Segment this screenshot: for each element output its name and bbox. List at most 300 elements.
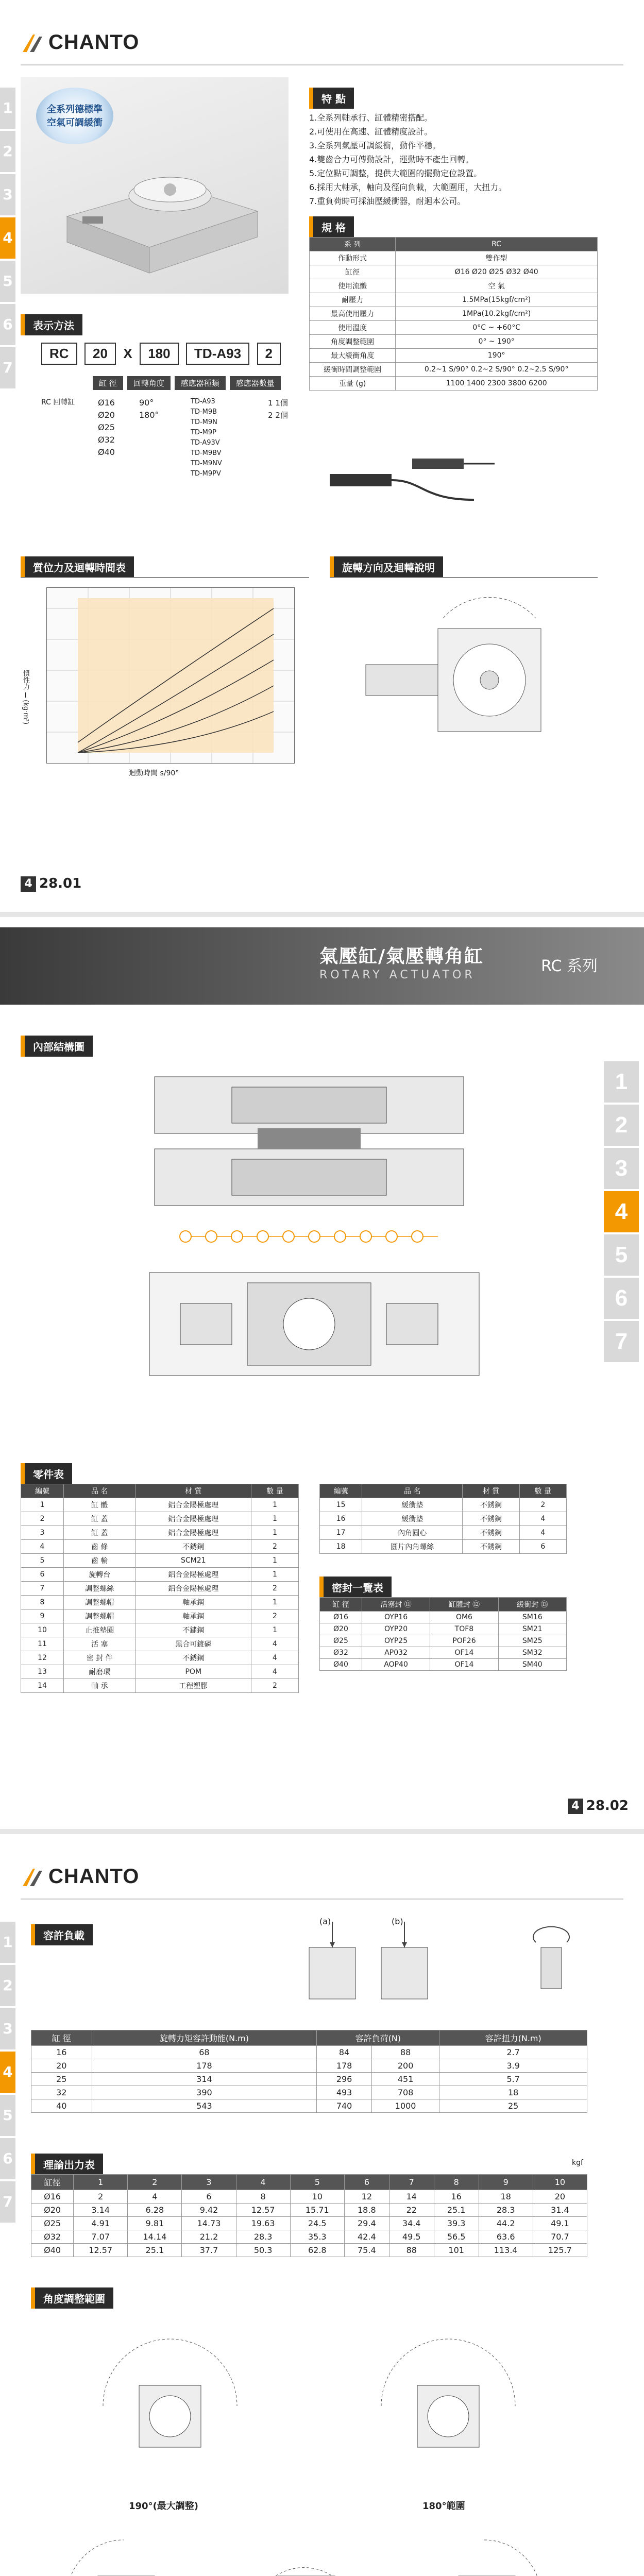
load-title: 容許負載	[31, 1924, 93, 1945]
spec-label: 重量 (g)	[310, 377, 396, 391]
parts-head: 材 質	[463, 1484, 519, 1498]
table-row	[31, 2099, 587, 2113]
cell: 25	[31, 2073, 92, 2086]
cell: 88	[389, 2244, 434, 2257]
cell: 2	[251, 1609, 299, 1623]
spec-label: 使用溫度	[310, 321, 396, 335]
cell: 調整螺帽	[63, 1596, 135, 1609]
force-head: 缸徑	[31, 2175, 74, 2190]
side-tab-1[interactable]: 1	[604, 1061, 639, 1103]
banner-series: RC 系列	[541, 957, 598, 975]
left-tab-5[interactable]: 5	[0, 2095, 15, 2136]
cell: 3	[21, 1526, 64, 1540]
cell: 84	[317, 2046, 372, 2059]
cell: 40	[31, 2099, 92, 2113]
cell: 12.57	[236, 2204, 290, 2217]
cell: 黑合可鍍磷	[135, 1637, 251, 1651]
table-row	[21, 1679, 299, 1693]
cell: 1	[251, 1498, 299, 1512]
inertia-chart-svg	[47, 588, 294, 763]
spec-label: 缸徑	[310, 265, 396, 279]
table-row	[21, 1568, 299, 1582]
cell: 9	[21, 1609, 64, 1623]
cell: 工程塑膠	[135, 1679, 251, 1693]
cell: 1	[251, 1526, 299, 1540]
bore-option: Ø40	[98, 447, 115, 457]
table-row	[21, 1637, 299, 1651]
spec-value: 1MPa(10.2kgf/cm²)	[396, 307, 598, 321]
spec-value: 雙作型	[396, 251, 598, 265]
hero-card	[21, 77, 289, 294]
cell: 齒 條	[63, 1540, 135, 1554]
code-bore: 20	[84, 343, 116, 365]
table-row	[21, 1540, 299, 1554]
cell: 7	[21, 1582, 64, 1596]
cell: Ø25	[320, 1635, 362, 1647]
angle-option: 180°	[139, 410, 159, 420]
spec-value: 0° ~ 190°	[396, 335, 598, 349]
chart1-ylabel: 慣性力 Ⅰ(kg·m²)	[22, 670, 29, 725]
cell: 12	[21, 1651, 64, 1665]
cell: 3.9	[439, 2059, 587, 2073]
cell: Ø25	[31, 2217, 74, 2230]
parts-head: 數 量	[251, 1484, 299, 1498]
cell: 軸承鋼	[135, 1596, 251, 1609]
ordering-bores	[98, 397, 115, 459]
feature-item: 4.雙齒合力可傳動設計，運動時不產生回轉。	[309, 155, 474, 164]
force-head: 3	[182, 2175, 236, 2190]
cell: 旋轉台	[63, 1568, 135, 1582]
cell: 14	[21, 1679, 64, 1693]
brand-logo	[21, 1865, 139, 1889]
cell: 軸承鋼	[135, 1609, 251, 1623]
sensor-option: TD-M9PV	[191, 470, 221, 478]
bore-option: Ø32	[98, 435, 115, 445]
parts-head: 編號	[21, 1484, 64, 1498]
table-row	[31, 2204, 587, 2217]
cell: 密 封 件	[63, 1651, 135, 1665]
angle-label-1: 190°(最大調整)	[129, 2501, 199, 2512]
sensor-image	[319, 453, 505, 515]
cell: 1	[251, 1568, 299, 1582]
cell: SM16	[498, 1612, 566, 1623]
ordering-code-row	[41, 343, 286, 365]
seal-head: 缸 徑	[320, 1598, 362, 1612]
parts-table-2	[319, 1484, 567, 1554]
table-row	[320, 1635, 567, 1647]
cell: 1	[251, 1623, 299, 1637]
cell: 12.57	[74, 2244, 128, 2257]
catalog-page-1	[0, 0, 644, 912]
cell: 28.3	[236, 2230, 290, 2244]
chart1-title: 質位力及迴轉時間表	[21, 556, 134, 578]
load-head: 缸 徑	[31, 2030, 92, 2046]
sensor-option: TD-M9NV	[191, 460, 222, 467]
cell: 42.4	[344, 2230, 389, 2244]
cell: 1000	[371, 2099, 439, 2113]
cell: 12	[344, 2190, 389, 2204]
load-sub-b: (b)	[392, 1917, 403, 1926]
bore-option: Ø25	[98, 422, 115, 432]
force-head: 10	[533, 2175, 587, 2190]
cell: 不銹鋼	[463, 1540, 519, 1554]
cell: 軸 承	[63, 1679, 135, 1693]
cell: 8	[236, 2190, 290, 2204]
cell: 缸 蓋	[63, 1526, 135, 1540]
table-row	[31, 2190, 587, 2204]
cell: 2	[21, 1512, 64, 1526]
cell: 14	[389, 2190, 434, 2204]
header-rule	[21, 64, 623, 65]
cell: 16	[434, 2190, 479, 2204]
cell: 31.4	[533, 2204, 587, 2217]
side-tab-3[interactable]: 3	[604, 1148, 639, 1189]
feature-item: 3.全系列氣壓可調緩衝，動作平穩。	[309, 141, 441, 150]
cell: SM21	[498, 1623, 566, 1635]
code-series: RC	[41, 343, 77, 365]
left-tab-2[interactable]: 2	[0, 1965, 15, 2006]
cell: Ø32	[31, 2230, 74, 2244]
cell: 6.28	[128, 2204, 182, 2217]
chart1-rule	[21, 577, 309, 578]
angle-label-2: 180°範圍	[422, 2501, 465, 2512]
structure-title: 內部結構圖	[21, 1036, 93, 1057]
cell: 10	[290, 2190, 344, 2204]
cell: 20	[31, 2059, 92, 2073]
side-tab-6[interactable]: 6	[604, 1278, 639, 1319]
spec-value: Ø16 Ø20 Ø25 Ø32 Ø40	[396, 265, 598, 279]
page-number-label: 28.01	[39, 876, 82, 891]
side-tab-strip	[604, 1061, 639, 1364]
col-sensor: 感應器種類	[175, 376, 226, 390]
brand-name: CHANTO	[48, 1865, 140, 1888]
ordering-sensors	[191, 397, 222, 479]
product-image	[52, 139, 268, 283]
cell: 8	[21, 1596, 64, 1609]
inertia-chart	[46, 587, 295, 764]
cell: SM40	[498, 1659, 566, 1671]
cell: 15	[320, 1498, 362, 1512]
cell: 50.3	[236, 2244, 290, 2257]
cell: 296	[317, 2073, 372, 2086]
cell: OM6	[430, 1612, 498, 1623]
cell: 49.5	[389, 2230, 434, 2244]
count-code: 2	[268, 411, 273, 420]
code-sensor-count: 2	[257, 343, 281, 365]
cell: 22	[389, 2204, 434, 2217]
load-sub-a: (a)	[319, 1917, 331, 1926]
cell: 鋁合金陽極處理	[135, 1498, 251, 1512]
specs-title: 規 格	[309, 216, 354, 238]
cell: 不銹鋼	[463, 1498, 519, 1512]
table-row	[21, 1498, 299, 1512]
page-gap	[0, 1829, 644, 1834]
cell: Ø40	[31, 2244, 74, 2257]
cell: 2	[74, 2190, 128, 2204]
cell: OF14	[430, 1659, 498, 1671]
seal-head: 緩衝封 ⑬	[498, 1598, 566, 1612]
side-tab-2[interactable]: 2	[604, 1105, 639, 1146]
count-label: 1個	[275, 398, 288, 408]
force-head: 2	[128, 2175, 182, 2190]
left-tab-5[interactable]: 5	[0, 261, 15, 302]
cell: 4	[519, 1512, 566, 1526]
cell: TOF8	[430, 1623, 498, 1635]
cell: 止推墊圈	[63, 1623, 135, 1637]
table-row	[21, 1554, 299, 1568]
cell: 6	[519, 1540, 566, 1554]
cell: 44.2	[479, 2217, 533, 2230]
cell: 2	[519, 1498, 566, 1512]
table-row	[320, 1540, 567, 1554]
bore-option: Ø16	[98, 398, 115, 408]
cell: 1	[251, 1596, 299, 1609]
cell: 451	[371, 2073, 439, 2086]
feature-item: 5.定位點可調整，提供大範圍的擺動定位設置。	[309, 168, 482, 178]
cell: 9.42	[182, 2204, 236, 2217]
left-tab-4[interactable]: 4	[0, 217, 15, 259]
side-tab-7[interactable]: 7	[604, 1321, 639, 1362]
cell: 10	[21, 1623, 64, 1637]
spec-label: 最高使用壓力	[310, 307, 396, 321]
table-row	[31, 2230, 587, 2244]
cell: 2	[251, 1540, 299, 1554]
cell: POF26	[430, 1635, 498, 1647]
cell: 2	[251, 1582, 299, 1596]
features-list	[309, 111, 598, 208]
count-code: 1	[268, 398, 273, 408]
cell: 2.7	[439, 2046, 587, 2059]
load-diagram	[294, 1917, 448, 2020]
cell: 56.5	[434, 2230, 479, 2244]
count-label: 2個	[275, 411, 288, 420]
left-tab-6[interactable]: 6	[0, 304, 15, 345]
cell: 39.3	[434, 2217, 479, 2230]
table-row	[320, 1526, 567, 1540]
table-row	[320, 1623, 567, 1635]
page-number-2	[568, 1798, 629, 1814]
catalog-page-2	[0, 917, 644, 1829]
cell: 543	[92, 2099, 317, 2113]
chart1-xlabel: 迴動時間 s/90°	[129, 769, 179, 777]
brand-name: CHANTO	[48, 31, 140, 54]
cell: 9.81	[128, 2217, 182, 2230]
parts-head: 品 名	[362, 1484, 463, 1498]
angle-diagram-4	[227, 2519, 381, 2576]
col-angle: 回轉角度	[127, 376, 171, 390]
cell: 113.4	[479, 2244, 533, 2257]
hero-line-1: 全系列德標準	[47, 104, 103, 115]
seal-head: 缸體封 ⑫	[430, 1598, 498, 1612]
cell: AP032	[362, 1647, 430, 1659]
logo-mark-icon	[21, 31, 44, 55]
cell: 390	[92, 2086, 317, 2099]
cell: 鋁合金陽極處理	[135, 1582, 251, 1596]
table-row	[21, 1665, 299, 1679]
left-tab-6[interactable]: 6	[0, 2138, 15, 2179]
force-head: 1	[74, 2175, 128, 2190]
cell: 不銹鋼	[135, 1540, 251, 1554]
cell: 28.3	[479, 2204, 533, 2217]
angle-diagram-5	[407, 2519, 562, 2576]
left-tab-1[interactable]: 1	[0, 1922, 15, 1963]
cell: 調整螺帽	[63, 1609, 135, 1623]
spec-value: 0°C ~ +60°C	[396, 321, 598, 335]
spec-label: 最大緩衝角度	[310, 349, 396, 363]
cell: 4	[519, 1526, 566, 1540]
cell: 178	[317, 2059, 372, 2073]
cell: 1	[251, 1554, 299, 1568]
cell: 6	[182, 2190, 236, 2204]
table-row	[21, 1512, 299, 1526]
left-tab-7[interactable]: 7	[0, 347, 15, 388]
table-row	[21, 1651, 299, 1665]
cell: 29.4	[344, 2217, 389, 2230]
left-tab-2[interactable]: 2	[0, 131, 15, 172]
chart2-title: 旋轉方向及迴轉說明	[330, 556, 443, 578]
rotation-diagram	[335, 587, 592, 773]
spec-label: 緩衝時間調整範圍	[310, 363, 396, 377]
cell: 不銹鋼	[463, 1526, 519, 1540]
cell: Ø20	[31, 2204, 74, 2217]
table-row	[31, 2046, 587, 2059]
left-tab-7[interactable]: 7	[0, 2181, 15, 2223]
cell: SM25	[498, 1635, 566, 1647]
cell: 緩衝墊	[362, 1512, 463, 1526]
side-tab-5[interactable]: 5	[604, 1234, 639, 1276]
feature-item: 7.重負荷時可採油壓緩衝器，耐迴本公司。	[309, 196, 466, 206]
cell: 49.1	[533, 2217, 587, 2230]
sensor-option: TD-M9B	[191, 408, 217, 416]
cell: 13	[21, 1665, 64, 1679]
spec-value: 0.2~1 S/90° 0.2~2 S/90° 0.2~2.5 S/90°	[396, 363, 598, 377]
left-tab-4[interactable]: 4	[0, 2052, 15, 2093]
angle-diagram-1	[82, 2313, 258, 2499]
cell: 不銹鋼	[135, 1651, 251, 1665]
cell: 5	[21, 1554, 64, 1568]
parts-head: 材 質	[135, 1484, 251, 1498]
feature-item: 6.採用大軸承，軸向及徑向負載，大範圍用，大扭力。	[309, 182, 507, 192]
cell: 不銹鋼	[463, 1512, 519, 1526]
ordering-series-label: RC 回轉缸	[41, 398, 75, 406]
table-row	[31, 2217, 587, 2230]
sensor-option: TD-M9P	[191, 429, 216, 436]
cell: 708	[371, 2086, 439, 2099]
cell: OYP20	[362, 1623, 430, 1635]
cell: 16	[320, 1512, 362, 1526]
seal-table	[319, 1597, 567, 1671]
cell: 200	[371, 2059, 439, 2073]
hero-badge	[36, 88, 113, 144]
left-tab-3[interactable]: 3	[0, 2008, 15, 2049]
specs-head-0: 系 列	[310, 238, 396, 251]
cell: 88	[371, 2046, 439, 2059]
force-head: 9	[479, 2175, 533, 2190]
cell: 鋁合金陽極處理	[135, 1512, 251, 1526]
table-row	[21, 1526, 299, 1540]
angle-diagram-2	[361, 2313, 536, 2499]
ordering-angles	[139, 397, 159, 421]
specs-head-1: RC	[396, 238, 598, 251]
table-row	[320, 1647, 567, 1659]
logo-mark-icon	[21, 1866, 44, 1889]
cell: 14.14	[128, 2230, 182, 2244]
side-tab-4[interactable]: 4	[604, 1191, 639, 1232]
load-head: 容許扭力(N.m)	[439, 2030, 587, 2046]
header-rule	[21, 1899, 623, 1900]
cell: 缸 蓋	[63, 1512, 135, 1526]
spec-label: 使用流體	[310, 279, 396, 293]
ordering-title: 表示方法	[21, 314, 82, 335]
feature-item: 1.全系列軸承行、缸體精密搭配。	[309, 113, 433, 123]
force-head: 5	[290, 2175, 344, 2190]
table-row	[320, 1512, 567, 1526]
cell: 178	[92, 2059, 317, 2073]
left-tab-3[interactable]: 3	[0, 174, 15, 215]
bore-option: Ø20	[98, 410, 115, 420]
torque-icon	[526, 1922, 577, 1994]
cell: POM	[135, 1665, 251, 1679]
cell: 14.73	[182, 2217, 236, 2230]
table-row	[31, 2073, 587, 2086]
catalog-page-3	[0, 1834, 644, 2576]
cell: Ø16	[31, 2190, 74, 2204]
cell: Ø40	[320, 1659, 362, 1671]
cell: 17	[320, 1526, 362, 1540]
internal-structure-diagram	[77, 1066, 541, 1437]
table-row	[31, 2086, 587, 2099]
cell: 35.3	[290, 2230, 344, 2244]
code-sensor: TD-A93	[186, 343, 249, 365]
cell: SM32	[498, 1647, 566, 1659]
cell: 圓片內角螺絲	[362, 1540, 463, 1554]
sensor-option: TD-A93	[191, 398, 215, 405]
cell: OYP16	[362, 1612, 430, 1623]
left-tab-1[interactable]: 1	[0, 88, 15, 129]
seal-title: 密封一覽表	[319, 1577, 392, 1598]
cell: 4	[251, 1651, 299, 1665]
table-row	[21, 1609, 299, 1623]
spec-label: 作動形式	[310, 251, 396, 265]
cell: 不鏽鋼	[135, 1623, 251, 1637]
page-number-tab-icon: 4	[568, 1799, 583, 1814]
cell: 4	[251, 1637, 299, 1651]
ordering-cols	[93, 376, 281, 390]
table-row	[21, 1582, 299, 1596]
cell: 18	[320, 1540, 362, 1554]
force-title: 理論出力表	[31, 2154, 103, 2175]
table-row	[320, 1498, 567, 1512]
angle-diagram-3	[46, 2519, 201, 2576]
cell: 3.14	[74, 2204, 128, 2217]
cell: 4.91	[74, 2217, 128, 2230]
cell: Ø20	[320, 1623, 362, 1635]
cell: 5.7	[439, 2073, 587, 2086]
banner	[0, 927, 644, 1005]
brand-logo	[21, 31, 139, 55]
force-head: 6	[344, 2175, 389, 2190]
cell: 18	[439, 2086, 587, 2099]
spec-value: 1100 1400 2300 3800 6200	[396, 377, 598, 391]
ordering-sensor-count	[268, 397, 288, 421]
features-title: 特 點	[309, 88, 354, 109]
page-gap	[0, 912, 644, 917]
cell: 101	[434, 2244, 479, 2257]
cell: 活 塞	[63, 1637, 135, 1651]
cell: 15.71	[290, 2204, 344, 2217]
cell: 鋁合金陽極處理	[135, 1568, 251, 1582]
cell: 25.1	[128, 2244, 182, 2257]
